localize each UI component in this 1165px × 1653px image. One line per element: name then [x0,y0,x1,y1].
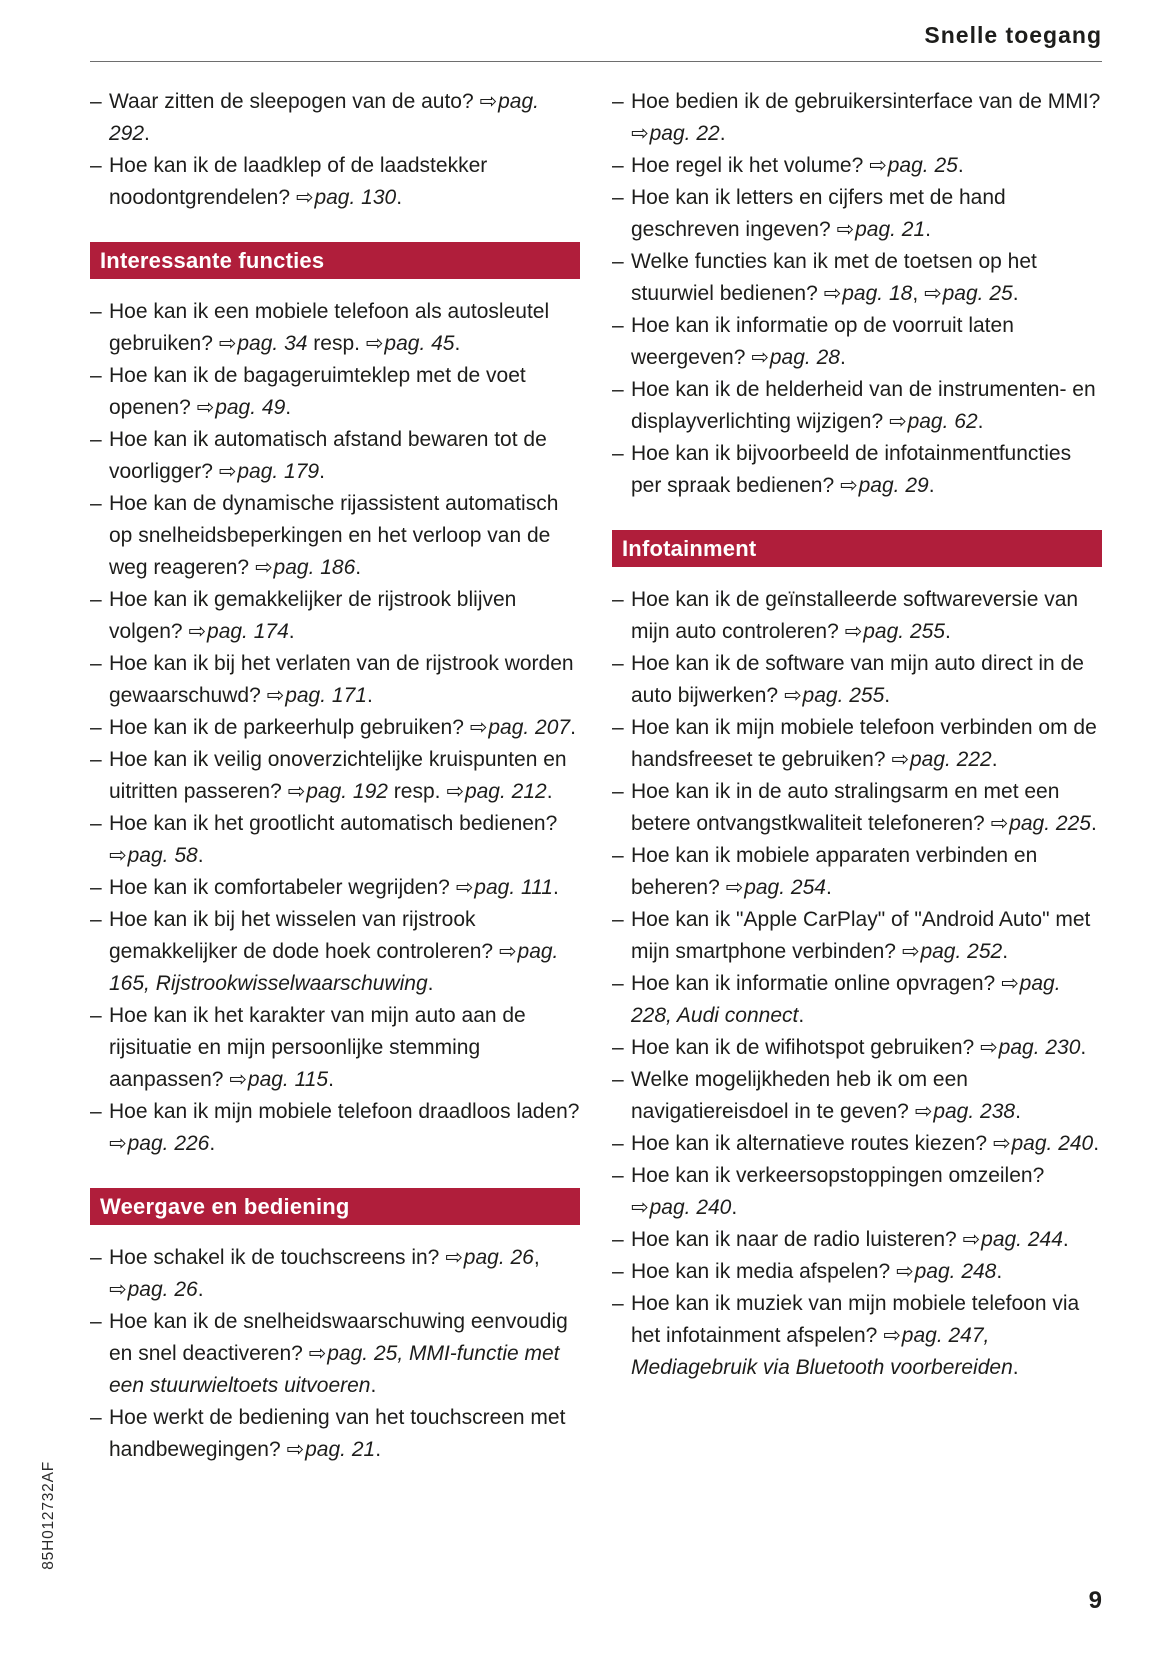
cross-reference-arrow-icon: ⇨ [109,1132,127,1155]
question-text: Hoe kan ik informatie op de voorruit laten weergeven? [631,314,1014,369]
question-item [612,648,1102,712]
list-dash: – [612,186,624,209]
page-reference: pag. 179 [237,460,320,483]
cross-reference-arrow-icon: ⇨ [823,282,842,305]
list-dash: – [612,1260,624,1283]
page-reference: pag. 228, Audi connect [631,972,1061,1027]
page-reference: pag. 21 [855,218,926,241]
page-reference: pag. 248 [914,1260,997,1283]
question-text: . [1012,1356,1019,1379]
question-text: Hoe kan ik letters en cijfers met de hand geschreven ingeven? [631,186,1006,241]
page-reference: pag. 207 [488,716,571,739]
page-reference: pag. 171 [285,684,367,707]
cross-reference-arrow-icon: ⇨ [287,780,306,803]
question-list [612,86,1102,502]
question-item [612,840,1102,904]
question-text: . [825,876,832,899]
page-reference: pag. 49 [215,396,286,419]
question-text: . [355,556,362,579]
question-text: Welke mogelijkheden heb ik om een navigatiereisdoel in te geven? [631,1068,968,1123]
question-text: . [1093,1132,1100,1155]
page-reference: pag. 212 [464,780,547,803]
question-item [90,1000,580,1096]
page-reference: pag. 240 [649,1196,732,1219]
page-reference: pag. 174 [207,620,289,643]
question-text: Hoe kan ik de bagageruimteklep met de voet openen? [109,364,526,419]
header-divider [90,61,1102,62]
page-reference: pag. 29 [858,474,929,497]
question-item [612,86,1102,150]
list-dash: – [90,908,102,931]
question-item [90,744,580,808]
question-text: . [1080,1036,1087,1059]
list-dash: – [90,428,102,451]
list-dash: – [90,1310,102,1333]
section-header: Interessante functies [90,242,580,279]
question-item [612,1288,1102,1384]
page-reference: pag. 45 [384,332,455,355]
cross-reference-arrow-icon: ⇨ [844,620,863,643]
question-item [612,150,1102,182]
question-item [612,1128,1102,1160]
cross-reference-arrow-icon: ⇨ [469,716,488,739]
list-dash: – [612,1068,624,1091]
cross-reference-arrow-icon: ⇨ [196,396,215,419]
page-reference: pag. 230 [998,1036,1081,1059]
question-item [90,872,580,904]
question-text: Hoe kan ik automatisch afstand bewaren tot de voorligger? [109,428,547,483]
question-text: . [731,1196,738,1219]
question-item [90,360,580,424]
cross-reference-arrow-icon: ⇨ [446,780,464,803]
question-text: . [288,620,295,643]
column-1 [90,86,580,1466]
question-text: , [912,282,924,305]
question-item [90,424,580,488]
question-item [90,584,580,648]
list-dash: – [90,812,102,835]
question-text: Hoe schakel ik de touchscreens in? [109,1246,446,1269]
cross-reference-arrow-icon: ⇨ [365,332,384,355]
question-text: . [1062,1228,1069,1251]
question-item [612,1224,1102,1256]
section-header: Infotainment [612,530,1102,567]
question-text: resp. [307,332,366,355]
page-reference: pag. 254 [744,876,826,899]
list-dash: – [612,378,624,401]
question-text: . [396,186,403,209]
question-item [90,296,580,360]
cross-reference-arrow-icon: ⇨ [924,282,942,305]
question-text: Hoe kan ik comfortabeler wegrijden? [109,876,456,899]
question-text: . [144,122,150,145]
column-2 [612,86,1102,1384]
question-text: . [366,684,373,707]
list-dash: – [90,1406,102,1429]
question-text: . [209,1132,216,1155]
question-text: . [375,1438,382,1461]
cross-reference-arrow-icon: ⇨ [498,940,517,963]
page-reference: pag. 21 [305,1438,376,1461]
question-text: Welke functies kan ik met de toetsen op het stuurwiel bedienen? [631,250,1037,305]
list-dash: – [612,588,624,611]
question-item [612,1064,1102,1128]
question-text: Hoe kan ik gemakkelijker de rijstrook blijven volgen? [109,588,517,643]
cross-reference-arrow-icon: ⇨ [888,410,907,433]
question-list [90,296,580,1160]
question-item [612,374,1102,438]
question-text: Hoe bedien ik de gebruikersinterface van de MMI? [631,90,1101,113]
cross-reference-arrow-icon: ⇨ [992,1132,1011,1155]
question-text: Hoe kan ik de helderheid van de instrumenten- en displayverlichting wijzigen? [631,378,1096,433]
list-dash: – [90,716,102,739]
question-text: . [884,684,891,707]
question-item [612,438,1102,502]
list-dash: – [612,154,624,177]
question-text: . [570,716,576,739]
question-text: Waar zitten de sleepogen van de auto? [109,90,480,113]
page-reference: pag. 244 [981,1228,1063,1251]
page-reference: pag. 26 [463,1246,534,1269]
page-reference: pag. 292 [109,90,539,145]
question-text: . [996,1260,1003,1283]
question-item [90,808,580,872]
cross-reference-arrow-icon: ⇨ [308,1342,327,1365]
page-reference: pag. 247, Mediagebruik via Bluetooth voorbereiden [631,1324,1013,1379]
list-dash: – [90,876,102,899]
list-dash: – [612,250,624,273]
page-reference: pag. 130 [314,186,397,209]
page-reference: pag. 58 [127,844,198,867]
list-dash: – [612,1228,624,1251]
cross-reference-arrow-icon: ⇨ [914,1100,933,1123]
question-text: . [427,972,434,995]
question-text: . [928,474,935,497]
cross-reference-arrow-icon: ⇨ [295,186,314,209]
question-item [612,968,1102,1032]
list-dash: – [90,492,102,515]
question-text: Hoe kan ik mobiele apparaten verbinden en beheren? [631,844,1038,899]
page-reference: pag. 34 [237,332,308,355]
question-text: . [328,1068,334,1091]
cross-reference-arrow-icon: ⇨ [883,1324,901,1347]
question-text: . [977,410,984,433]
cross-reference-arrow-icon: ⇨ [445,1246,463,1269]
list-dash: – [612,972,624,995]
question-text: Hoe kan ik verkeersopstoppingen omzeilen? [631,1164,1045,1187]
columns [90,86,1102,1466]
list-dash: – [612,1132,624,1155]
question-item [612,1256,1102,1288]
cross-reference-arrow-icon: ⇨ [725,876,744,899]
question-text: Hoe kan ik veilig onoverzichtelijke kruispunten en uitritten passeren? [109,748,567,803]
page-reference: pag. 225 [1009,812,1091,835]
document-code: 85H012732AF [40,1461,57,1570]
list-dash: – [612,1036,624,1059]
cross-reference-arrow-icon: ⇨ [229,1068,247,1091]
page-reference: pag. 25, MMI-functie met een stuurwieltoets uitvoeren [109,1342,560,1397]
question-text: Hoe kan ik informatie online opvragen? [631,972,1002,995]
page-reference: pag. 22 [649,122,720,145]
question-text: . [1015,1100,1021,1123]
page-reference: pag. 26 [127,1278,198,1301]
cross-reference-arrow-icon: ⇨ [896,1260,914,1283]
question-text: Hoe kan ik "Apple CarPlay" of "Android Auto" met mijn smartphone verbinden? [631,908,1091,963]
list-dash: – [612,314,624,337]
page-reference: pag. 28 [769,346,840,369]
page-reference: pag. 18 [842,282,913,305]
question-item [90,150,580,214]
question-item [90,1096,580,1160]
cross-reference-arrow-icon: ⇨ [980,1036,998,1059]
question-text: Hoe kan ik de parkeerhulp gebruiken? [109,716,470,739]
page-reference: pag. 226 [127,1132,210,1155]
cross-reference-arrow-icon: ⇨ [479,90,498,113]
question-text: . [552,876,559,899]
question-text: . [719,122,726,145]
cross-reference-arrow-icon: ⇨ [836,218,855,241]
question-text: . [798,1004,805,1027]
cross-reference-arrow-icon: ⇨ [990,812,1009,835]
cross-reference-arrow-icon: ⇨ [254,556,273,579]
question-text: . [370,1374,377,1397]
question-text: Hoe kan ik het grootlicht automatisch bedienen? [109,812,558,835]
question-item [612,246,1102,310]
question-item [90,1402,580,1466]
list-dash: – [612,716,624,739]
list-dash: – [90,652,102,675]
question-text: Hoe kan de dynamische rijassistent automatisch op snelheidsbeperkingen en het verloop van de weg reageren? [109,492,559,579]
cross-reference-arrow-icon: ⇨ [188,620,207,643]
list-dash: – [612,844,624,867]
question-text: . [197,844,204,867]
question-item [612,1032,1102,1064]
question-text: Hoe kan ik de snelheidswaarschuwing eenvoudig en snel deactiveren? [109,1310,568,1365]
cross-reference-arrow-icon: ⇨ [455,876,474,899]
question-text: , [533,1246,540,1269]
question-list [90,86,580,214]
question-text: Hoe kan ik bij het verlaten van de rijstrook worden gewaarschuwd? [109,652,574,707]
question-item [90,712,580,744]
page-title: Snelle toegang [924,22,1102,48]
question-item [90,648,580,712]
question-item [90,488,580,584]
question-text: . [925,218,932,241]
question-text: . [197,1278,204,1301]
question-text: Hoe kan ik bij het wisselen van rijstrook gemakkelijker de dode hoek controleren? [109,908,499,963]
page-number: 9 [1088,1587,1102,1614]
page-reference: pag. 115 [247,1068,329,1091]
list-dash: – [90,300,102,323]
cross-reference-arrow-icon: ⇨ [891,748,909,771]
list-dash: – [612,780,624,803]
question-text: Hoe regel ik het volume? [631,154,870,177]
question-list [612,584,1102,1384]
question-text: . [319,460,325,483]
page-reference: pag. 192 [306,780,388,803]
cross-reference-arrow-icon: ⇨ [631,1196,649,1219]
question-text: Hoe werkt de bediening van het touchscreen met handbewegingen? [109,1406,566,1461]
question-text: Hoe kan ik een mobiele telefoon als autosleutel gebruiken? [109,300,550,355]
question-item [612,904,1102,968]
question-item [612,310,1102,374]
question-item [612,182,1102,246]
page-reference: pag. 62 [907,410,978,433]
question-text: Hoe kan ik mijn mobiele telefoon draadloos laden? [109,1100,580,1123]
question-item [612,584,1102,648]
cross-reference-arrow-icon: ⇨ [286,1438,305,1461]
list-dash: – [90,748,102,771]
list-dash: – [612,1292,624,1315]
list-dash: – [612,442,624,465]
list-dash: – [612,1164,624,1187]
cross-reference-arrow-icon: ⇨ [783,684,802,707]
question-text: Hoe kan ik muziek van mijn mobiele telefoon via het infotainment afspelen? [631,1292,1080,1347]
question-list [90,1242,580,1466]
question-item [90,86,580,150]
question-text: Hoe kan ik de software van mijn auto direct in de auto bijwerken? [631,652,1084,707]
page-reference: pag. 25 [887,154,958,177]
cross-reference-arrow-icon: ⇨ [869,154,887,177]
list-dash: – [90,1004,102,1027]
list-dash: – [612,90,624,113]
question-text: . [1090,812,1097,835]
question-text: . [454,332,461,355]
question-text: Hoe kan ik media afspelen? [631,1260,896,1283]
cross-reference-arrow-icon: ⇨ [631,122,649,145]
question-item [612,1160,1102,1224]
list-dash: – [90,154,102,177]
question-item [90,1242,580,1306]
list-dash: – [612,908,624,931]
section-header: Weergave en bediening [90,1188,580,1225]
question-text: . [839,346,846,369]
question-text: . [944,620,951,643]
question-text: . [546,780,553,803]
question-text: . [1012,282,1019,305]
cross-reference-arrow-icon: ⇨ [109,1278,127,1301]
question-text: . [285,396,292,419]
page-reference: pag. 222 [909,748,992,771]
cross-reference-arrow-icon: ⇨ [266,684,285,707]
cross-reference-arrow-icon: ⇨ [840,474,858,497]
page-reference: pag. 252 [920,940,1003,963]
cross-reference-arrow-icon: ⇨ [962,1228,981,1251]
list-dash: – [90,364,102,387]
question-text: Hoe kan ik de geïnstalleerde softwareversie van mijn auto controleren? [631,588,1079,643]
page-reference: pag. 255 [802,684,885,707]
question-text: Hoe kan ik de laadklep of de laadstekker noodontgrendelen? [109,154,488,209]
question-text: Hoe kan ik in de auto stralingsarm en met een betere ontvangstkwaliteit telefoneren? [631,780,1060,835]
question-text: resp. [387,780,447,803]
cross-reference-arrow-icon: ⇨ [751,346,769,369]
question-item [90,904,580,1000]
question-item [90,1306,580,1402]
list-dash: – [90,588,102,611]
list-dash: – [90,90,102,113]
page-reference: pag. 238 [933,1100,1016,1123]
cross-reference-arrow-icon: ⇨ [109,844,127,867]
question-item [612,712,1102,776]
question-text: Hoe kan ik mijn mobiele telefoon verbinden om de handsfreeset te gebruiken? [631,716,1097,771]
cross-reference-arrow-icon: ⇨ [218,332,237,355]
question-text: Hoe kan ik de wifihotspot gebruiken? [631,1036,981,1059]
question-text: . [957,154,964,177]
list-dash: – [90,1100,102,1123]
list-dash: – [612,652,624,675]
question-text: . [1002,940,1009,963]
question-text: . [991,748,998,771]
question-text: Hoe kan ik alternatieve routes kiezen? [631,1132,993,1155]
page-reference: pag. 165, Rijstrookwisselwaarschuwing [109,940,559,995]
question-text: Hoe kan ik naar de radio luisteren? [631,1228,963,1251]
question-text: Hoe kan ik bijvoorbeeld de infotainmentfuncties per spraak bedienen? [631,442,1072,497]
list-dash: – [90,1246,102,1269]
page-reference: pag. 240 [1011,1132,1094,1155]
question-text: Hoe kan ik het karakter van mijn auto aan de rijsituatie en mijn persoonlijke stemming aanpassen? [109,1004,526,1091]
cross-reference-arrow-icon: ⇨ [218,460,237,483]
page-reference: pag. 25 [942,282,1013,305]
cross-reference-arrow-icon: ⇨ [901,940,920,963]
page-reference: pag. 186 [273,556,356,579]
question-item [612,776,1102,840]
cross-reference-arrow-icon: ⇨ [1001,972,1019,995]
page-reference: pag. 111 [474,876,553,899]
page-reference: pag. 255 [863,620,945,643]
